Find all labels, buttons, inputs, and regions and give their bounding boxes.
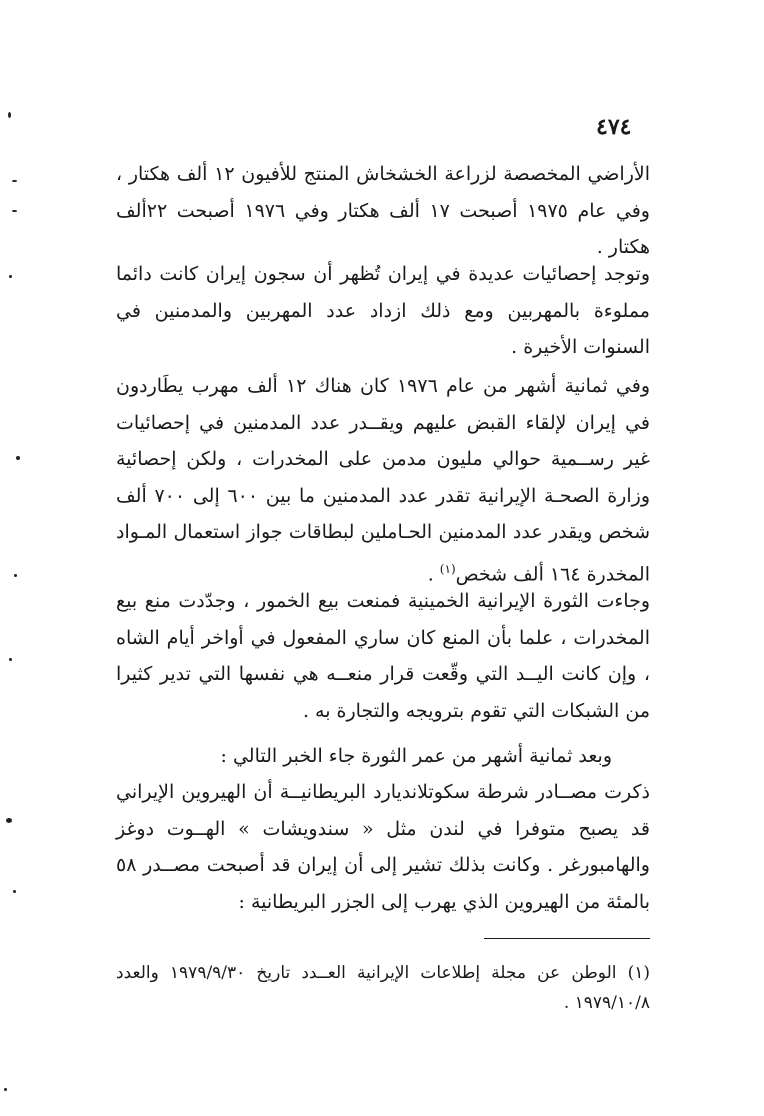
paragraph-5 [116,738,650,775]
paragraph-text: ذكرت مصــادر شرطة سكوتلانديارد البريطانيــة أن الهيروين الإيراني قد يصبح متوفرا في لندن مثل « سندويشات » الهــوت دوغز والهامبورغر . وكانت بذلك تشير إلى أن إيران قد أصبحت مصــدر ٥٨ بالمئة من الهيروين الذي يهرب إلى الجزر البريطانية : [116,781,650,913]
paragraph-3 [116,368,650,592]
paragraph-text: وبعد ثمانية أشهر من عمر الثورة جاء الخبر التالي : [220,745,612,767]
paragraph-text: الأراضي المخصصة لزراعة الخشخاش المنتج للأفيون ١٢ ألف هكتار ، وفي عام ١٩٧٥ أصبحت ١٧ ألف هكتار وفي ١٩٧٦ أصبحت ٢٢ألف هكتار . [116,163,650,258]
paragraph-text: وتوجد إحصائيات عديدة في إيران تُظهر أن سجون إيران كانت دائما مملوءة بالمهربين ومع ذلك ازداد عدد المهربين والمدمنين في السنوات الأخيرة . [116,263,650,358]
scan-speck [14,574,17,577]
scan-speck [12,180,17,182]
paragraph-4 [116,583,650,729]
page-number: ٤٧٤ [596,114,632,140]
footnote-text: (١) الوطن عن مجلة إطلاعات الإيرانية العــدد تاريخ ١٩٧٩/٩/٣٠ والعدد ١٩٧٩/١٠/٨ . [116,963,650,1013]
paragraph-2 [116,256,650,366]
footnote [116,958,650,1018]
paragraph-1 [116,156,650,266]
scan-speck [8,112,11,118]
paragraph-end: . [427,562,440,585]
paragraph-body: وفي ثمانية أشهر من عام ١٩٧٦ كان هناك ١٢ ألف مهرب يطَاردون في إيران لإلقاء القبض عليهم ويقــدر عدد المدمنين في إحصائيات غير رســمية حوالي مليون مدمن على المخدرات ، ولكن إحصائية وزارة الصحـة الإيرانية تقدر عدد المدمنين ما بين ٦٠٠ إلى ٧٠٠ ألف شخص ويقدر عدد المدمنين الحـاملين لبطاقات جواز استعمال المـواد المخدرة ١٦٤ ألف شخص [116,375,650,585]
scan-speck [6,818,12,823]
scan-speck [16,456,20,460]
scan-speck [4,1088,7,1091]
scan-speck [12,210,17,212]
footnote-divider [484,938,650,939]
paragraph-text [116,368,650,592]
footnote-marker: (١) [439,561,456,576]
scan-speck [9,658,12,661]
scan-speck [13,890,16,893]
scan-speck [9,275,12,278]
paragraph-6 [116,774,650,920]
paragraph-text: وجاءت الثورة الإيرانية الخمينية فمنعت بيع الخمور ، وجدّدت منع بيع المخدرات ، علما بأن المنع كان ساري المفعول في أواخر أيام الشاه ، وإن كانت اليــد التي وقّعت قرار منعــه هي نفسها التي تدير كثيرا من الشبكات التي تقوم بترويجه والتجارة به . [116,590,650,722]
